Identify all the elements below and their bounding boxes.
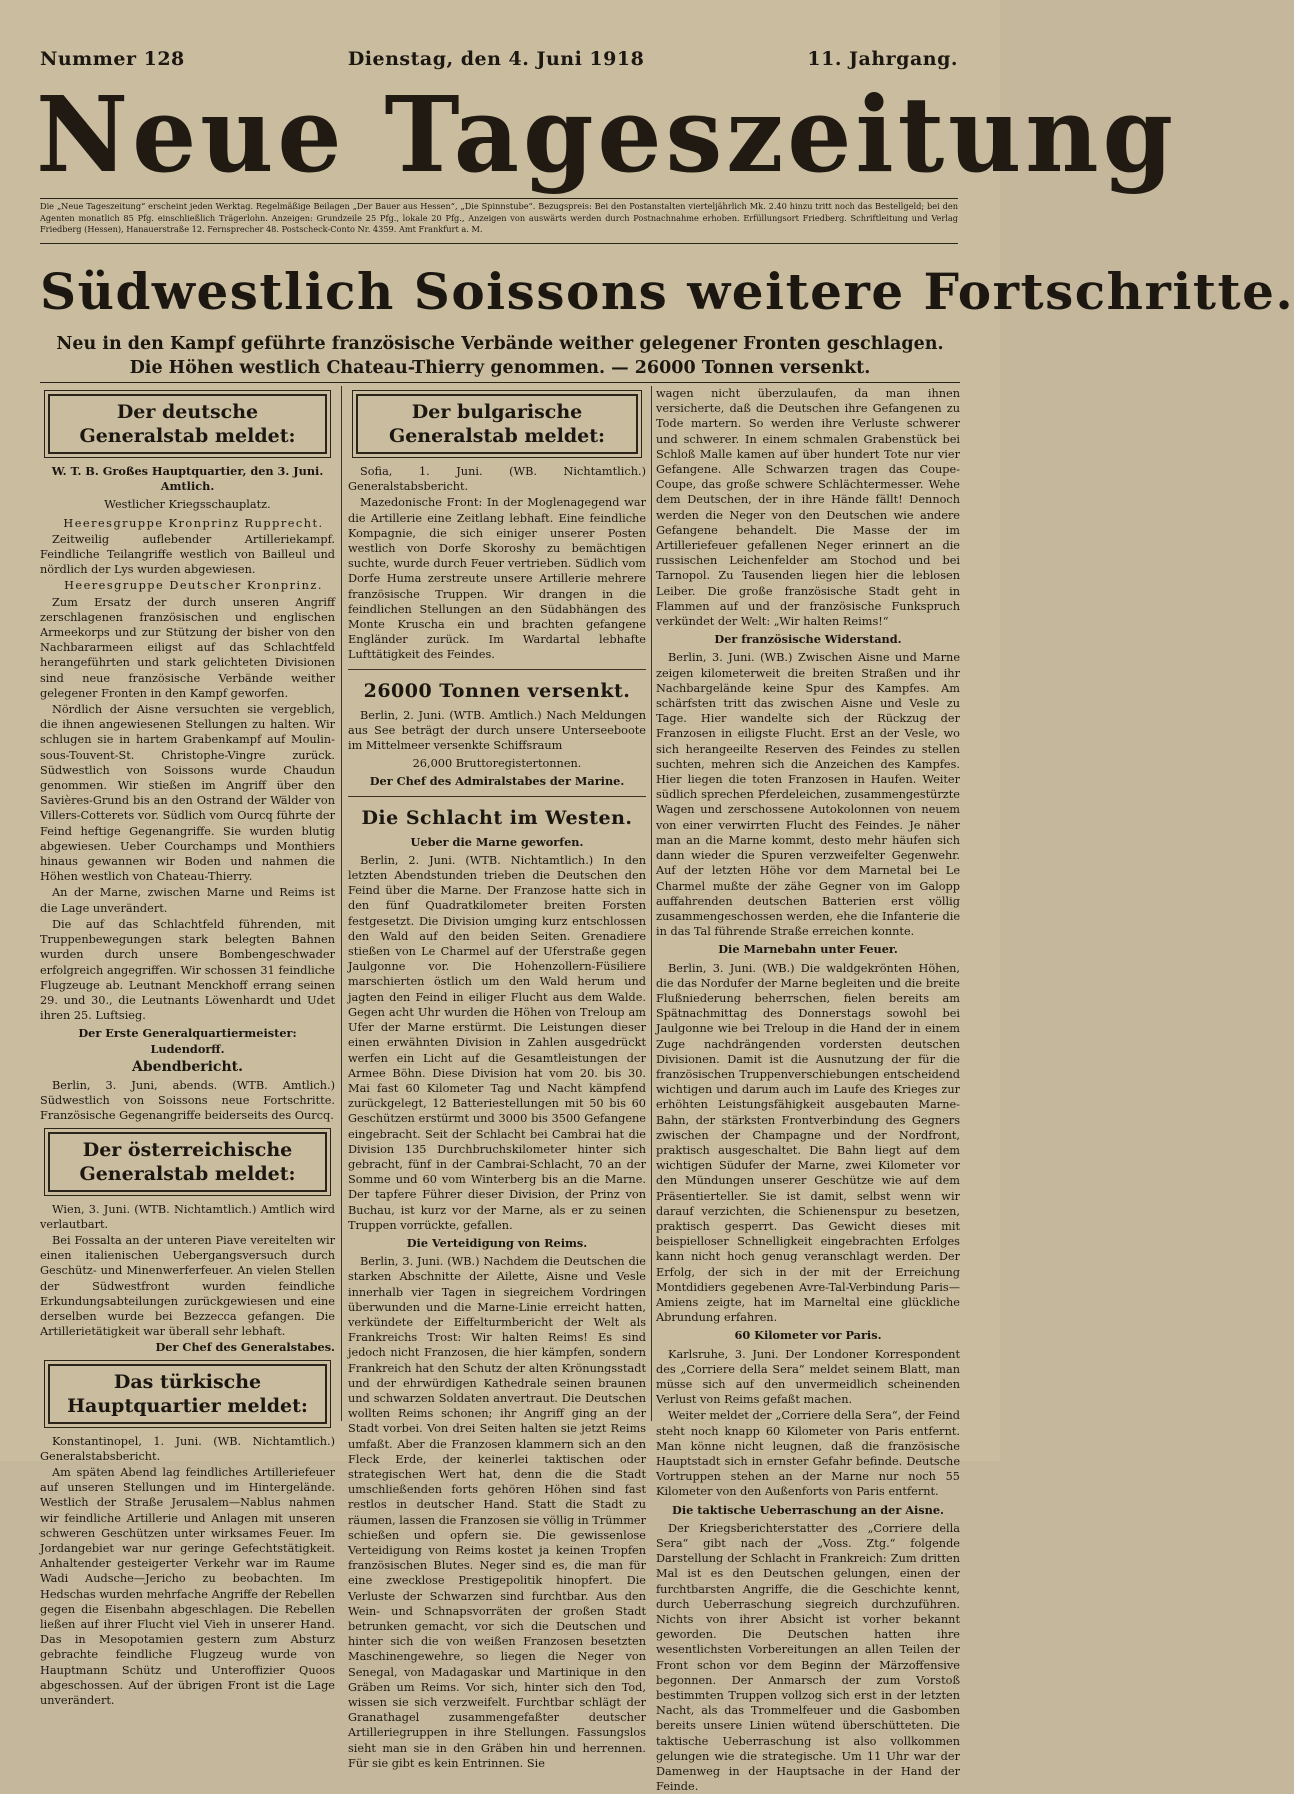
german-staff-box: Der deutsche Generalstab meldet: <box>48 394 327 454</box>
article-paragraph: Die auf das Schlachtfeld führenden, mit Truppenbewegungen stark belegten Bahnen wurden durch unsere Bombengeschwader erfolgreich angegriffen. Wir schossen 31 feindliche Flugzeuge ab. Leutnant Menckhoff errang seinen 29. und 30., die Leutnants Löwenhardt und Udet ihren 25. Luftsieg. <box>40 917 335 1023</box>
article-paragraph: Berlin, 2. Juni. (WTB. Amtlich.) Nach Meldungen aus See beträgt der durch unsere Unterseeboote im Mittelmeer versenkte Schiffsraum <box>348 708 646 753</box>
signature: Der Erste Generalquartiermeister: Ludendorff. <box>78 1026 297 1056</box>
turkish-hq-box: Das türkische Hauptquartier meldet: <box>48 1364 327 1424</box>
divider <box>348 669 646 670</box>
article-paragraph: Zum Ersatz der durch unseren Angriff zerschlagenen französischen und englischen Armeekorps und zur Stützung der bisher von den Nachbararmeen eiligst auf das Schlachtfeld herangeführten und stark gelichteten Divisionen sind neue französische Verbände weither gelegener Fronten in den Kampf geworfen. <box>40 595 335 700</box>
sub-headline <box>40 332 960 380</box>
sub-heading: Der französische Widerstand. <box>714 632 902 647</box>
article-paragraph: Mazedonische Front: In der Moglenagegend war die Artillerie eine Zeitlang lebhaft. Eine feindliche Kompagnie, die sich einiger unserer Posten westlich von Dorfe Skoroshy zu bemächtigen suchte, wurde durch Feuer vertrieben. Südlich vom Dorfe Huma zerstreute unsere Artillerie mehrere französische Truppen. Wir drangen in die feindlichen Stellungen an den Südabhängen des Monte Kruscha ein und brachten gefangene Engländer zurück. Im Wardartal lebhafte Lufttätigkeit des Feindes. <box>348 496 646 662</box>
column-divider <box>341 386 342 1421</box>
article-paragraph: An der Marne, zwischen Marne und Reims ist die Lage unverändert. <box>40 886 335 915</box>
article-paragraph: Nördlich der Aisne versuchten sie vergeblich, die ihnen angewiesenen Stellungen zu halten. Wir schlugen sie in hartem Grabenkampf auf Moulin-sous-Touvent-St. Christophe-Vingre zurück. Südwestlich von Soissons wurde Chaudun genommen. Wir stießen im Angriff über den Savières-Grund bis an den Ostrand der Wälder von Villers-Cotterets vor. Südlich vom Ourcq führte der Feind heftige Gegenangriffe. Sie wurden blutig abgewiesen. Ueber Courchamps und Monthiers hinaus gewannen wir Boden und nahmen die Höhen westlich von Chateau-Thierry. <box>40 703 335 884</box>
column-3 <box>656 386 960 1794</box>
article-paragraph: Berlin, 2. Juni. (WTB. Nichtamtlich.) In den letzten Abendstunden trieben die Deutschen den Feind über die Marne. Der Franzose hatte sich in den fünf Quadratkilometer breiten Forsten festgesetzt. Die Division umging kurz entschlossen den Wald auf den beiden Seiten. Grenadiere stießen von Le Charmel auf der Uferstraße gegen Jaulgonne vor. Die Hohenzollern-Füsiliere marschierten östlich um den Wald herum und jagten den Feind in eiliger Flucht aus dem Walde. Gegen acht Uhr wurden die Höhen von Treloup am Ufer der Marne erstürmt. Die Leistungen dieser einen erwähnten Division in Zahlen ausgedrückt werfen ein Licht auf die Gesamtleistungen der Armee Böhn. Diese Division hat vom 20. bis 30. Mai fast 60 Kilometer Tag und Nacht kämpfend zurückgelegt, 12 Batteriestellungen mit 50 bis 60 Geschützen erstürmt und 3000 bis 3500 Gefangene eingebracht. Seit der Schlacht bei Cambrai hat die Division 135 Durchbruchskilometer hinter sich gebracht, fünf in der Cambrai-Schlacht, 70 an der Somme und 60 vom Winterberg bis an die Marne. Der tapfere Führer dieser Division, der Prinz von Buchau, ist kurz vor der Marne, als er zu seinen Truppen vorrückte, gefallen. <box>348 853 646 1232</box>
publication-info: Die „Neue Tageszeitung“ erscheint jeden Werktag. Regelmäßige Beilagen „Der Bauer aus Hessen“, „Die Spinnstube“. Bezugspreis: Bei den Postanstalten vierteljährlich Mk. 2.40 hinzu tritt noch das Bestellgeld; bei den Agenten monatlich 85 Pfg. einschließlich Trägerlohn. Anzeigen: Grundzeile 25 Pfg., lokale 20 Pfg., Anzeigen von auswärts werden durch Postnachnahme erhoben. Erfüllungsort Friedberg. Schriftleitung und Verlag Friedberg (Hessen), Hanauerstraße 12. Fernsprecher 48. Postscheck-Conto Nr. 4359. Amt Frankfurt a. M. <box>40 198 958 244</box>
article-paragraph: Am späten Abend lag feindliches Artilleriefeuer auf unseren Stellungen und im Hintergelände. Westlich der Straße Jerusalem—Nablus nahmen wir feindliche Artillerie und Anlagen mit unseren schweren Geschützen unter wirksames Feuer. Im Jordangebiet war nur geringe Gefechtstätigkeit. Anhaltender gesteigerter Verkehr war im Raume Wadi Audsche—Jericho zu beobachten. Im Hedschas wurden mehrfache Angriffe der Rebellen gegen die Eisenbahn abgeschlagen. Die Rebellen ließen auf ihrer Flucht viel Vieh in unserer Hand. Das in Mesopotamien gestern zum Absturz gebrachte feindliche Flugzeug wurde von Hauptmann Schütz und Unteroffizier Quoos abgeschossen. Auf der übrigen Front ist die Lage unverändert. <box>40 1465 335 1708</box>
evening-report-heading: Abendbericht. <box>132 1058 243 1075</box>
article-paragraph: Der Kriegsberichterstatter des „Corriere della Sera“ gibt nach der „Voss. Ztg.“ folgende Darstellung der Schlacht in Frankreich: Zum dritten Mal ist es den Deutschen gelungen, einen der furchtbarsten Angriffe, die die Geschichte kennt, durch Ueberraschung siegreich durchzuführen. Nichts von ihrer Absicht ist vorher bekannt geworden. Die Deutschen hatten ihre wesentlichsten Vorbereitungen an allen Teilen der Front schon vor dem Beginn der Märzoffensive begonnen. Der Anmarsch der zum Vorstoß bestimmten Truppen vollzog sich erst in der letzten Nacht, als das Trommelfeuer und die Gasbomben bereits unsere Linien wütend überschütteten. Die taktische Ueberraschung ist also vollkommen gelungen wie die strategische. Um 11 Uhr war der Damenweg in der Hauptsache in der Hand der Feinde. <box>656 1521 960 1794</box>
sub-headline-line-2: Die Höhen westlich Chateau-Thierry genommen. — 26000 Tonnen versenkt. <box>129 358 871 378</box>
army-group-heading: Heeresgruppe Deutscher Kronprinz. <box>64 579 323 593</box>
signature: Der Chef des Generalstabes. <box>155 1340 335 1355</box>
masthead-title: Neue Tageszeitung <box>36 73 1177 196</box>
issue-date: Dienstag, den 4. Juni 1918 <box>347 48 645 70</box>
column-1 <box>40 386 335 1708</box>
battle-west-headline: Die Schlacht im Westen. <box>361 806 633 829</box>
article-paragraph: Sofia, 1. Juni. (WB. Nichtamtlich.) Generalstabsbericht. <box>348 465 646 494</box>
article-paragraph: Berlin, 3. Juni. (WB.) Zwischen Aisne und Marne zeigen kilometerweit die breiten Straßen und ihr Nachbargelände keine Spur des Kampfes. Am schärfsten tritt das zwischen Aisne und Vesle zu Tage. Hier wandelte sich der Rückzug der Franzosen in eiligste Flucht. Erst an der Vesle, wo sich herangeeilte Reserven des Feindes zu stellen suchten, mehren sich die Anzeichen des Kampfes. Hier liegen die toten Franzosen in Haufen. Weiter südlich sprechen Pferdeleichen, zusammengestürzte Wagen und zerschossene Autokolonnen von neuem von einer verwirrten Flucht des Feindes. Je näher man an die Marne kommt, desto mehr häufen sich dann wieder die Spuren verzweifelter Gegenwehr. Auf der letzten Höhe vor dem Marnetal bei Le Charmel mußte der zähe Gegner von im Galopp auffahrenden deutschen Batterien erst völlig zusammengeschossen werden, ehe die Infanterie die in das Tal führende Straße erreichen konnte. <box>656 651 960 939</box>
column-2 <box>348 386 646 1770</box>
dispatch-line: W. T. B. Großes Hauptquartier, den 3. Juni. Amtlich. <box>51 464 324 494</box>
article-paragraph: Wien, 3. Juni. (WTB. Nichtamtlich.) Amtlich wird verlautbart. <box>40 1202 335 1231</box>
headline-rule <box>40 382 960 383</box>
column-divider <box>651 386 652 1421</box>
article-paragraph: Berlin, 3. Juni. (WB.) Nachdem die Deutschen die starken Abschnitte der Ailette, Aisne und Vesle innerhalb vier Tagen in siegreichem Vordringen überwunden und die Marne-Linie erreicht hatten, verkündete der Eiffelturmbericht der Welt als Frankreichs Trost: Wir halten Reims! Es sind jedoch nicht Franzosen, die hier kämpfen, sondern Frankreich hat den Schutz der alten Krönungsstadt und der ehrwürdigen Kathedrale seinen braunen und schwarzen Soldaten anvertraut. Die Deutschen wollten Reims schonen; ihr Angriff ging an der Stadt vorbei. Von drei Seiten halten sie jetzt Reims umfaßt. Aber die Franzosen klammern sich an den Fleck Erde, der keinerlei taktischen oder strategischen Wert hat, denn die die Stadt umschließenden forts gehören Höhen sind fast restlos in deutscher Hand. Statt die Stadt zu räumen, lassen die Franzosen sie völlig in Trümmer schießen und opfern sie. Die gewissenlose Verteidigung von Reims kostet ja keinen Tropfen französischen Blutes. Neger sind es, die man für eine zwecklose Prestigepolitik hinopfert. Die Verluste der Schwarzen sind furchtbar. Aus den Wein- und Schnapsvorräten der großen Stadt betrunken gemacht, vor sich die Deutschen und hinter sich die von weißen Franzosen besetzten Maschinengewehre, so liegen die Neger von Senegal, von Madagaskar und Martinique in den Gräben um Reims. Vor sich, hinter sich den Tod, wissen sie sich verzweifelt. Furchtbar schlägt der Granathagel zusammengefaßter deutscher Artilleriegruppen in ihre Stellungen. Fassungslos sieht man sie in den Gräben hin und herrennen. Für sie gibt es kein Entrinnen. Sie <box>348 1255 646 1770</box>
divider <box>348 796 646 797</box>
army-group-heading: Heeresgruppe Kronprinz Rupprecht. <box>63 516 324 530</box>
article-paragraph: Bei Fossalta an der unteren Piave vereitelten wir einen italienischen Uebergangsversuch durch Geschütz- und Minenwerferfeuer. An vielen Stellen der Südwestfront wurden feindliche Erkundungsabteilungen zurückgewiesen und eine derselben wurde bei Bezzecca gefangen. Die Artillerietätigkeit war überall sehr lebhaft. <box>40 1233 335 1339</box>
tonnage-figure: 26,000 Bruttoregistertonnen. <box>412 757 582 771</box>
sub-heading: 60 Kilometer vor Paris. <box>734 1328 882 1343</box>
main-headline: Südwestlich Soissons weitere Fortschritte. <box>40 262 1294 321</box>
section-label: Westlicher Kriegsschauplatz. <box>104 498 271 512</box>
dateline <box>40 48 958 72</box>
article-paragraph: Berlin, 3. Juni. (WB.) Die waldgekrönten Höhen, die das Nordufer der Marne begleiten und die breite Flußniederung beherrschen, fielen bereits am Spätnachmittag des Donnerstags sowohl bei Jaulgonne wie bei Treloup in die Hand der in einem Zuge nachdrängenden vordersten deutschen Divisionen. Damit ist die Ausnutzung der für die französischen Truppenverschiebungen entscheidend wichtigen und darum auch im Laufe des Krieges zur erhöhten Leistungsfähigkeit ausgebauten Marne-Bahn, der stärksten Frontverbindung des Gegners zwischen der Champagne und der Nordfront, praktisch ausgeschaltet. Die Bahn liegt auf dem wichtigen Südufer der Marne, zwei Kilometer vor den Mündungen unserer Geschütze wie auf dem Präsentierteller. Sie ist damit, selbst wenn wir darauf verzichten, die Schienenspur zu besetzen, praktisch gesperrt. Das Gewicht dieses mit beispielloser Schnelligkeit eingebrachten Erfolges kann nicht hoch genug veranschlagt werden. Der Erfolg, der sich in der mit der Erreichung Montdidiers gegebenen Avre-Tal-Verbindung Paris—Amiens zeigte, hat im Marneltal eine glückliche Abrundung erfahren. <box>656 961 960 1325</box>
article-paragraph: Konstantinopel, 1. Juni. (WB. Nichtamtlich.) Generalstabsbericht. <box>40 1434 335 1463</box>
article-paragraph: wagen nicht überzulaufen, da man ihnen versicherte, daß die Deutschen ihre Gefangenen zu Tode martern. So werden ihre Verluste schwerer und schwerer. In einem schmalen Grabenstück bei Schloß Malle kamen auf über hundert Tote nur vier Gefangene. Alle Schwarzen tragen das Coupe-Coupe, das große schwere Schlächtermesser. Wehe dem Deutschen, der in ihre Hände fällt! Dennoch werden die Neger von den Deutschen wie andere Gefangene behandelt. Die Masse der im Artilleriefeuer gefallenen Neger erinnert an die russischen Leichenfelder am Stochod und bei Tarnopol. Zu Tausenden liegen hier die leblosen Leiber. Die große französische Stadt geht in Flammen auf und der französische Funkspruch verkündet der Welt: „Wir halten Reims!“ <box>656 387 960 629</box>
signature: Der Chef des Admiralstabes der Marine. <box>369 774 625 789</box>
austrian-staff-box: Der österreichische Generalstab meldet: <box>48 1132 327 1192</box>
sub-headline-line-1: Neu in den Kampf geführte französische Verbände weither gelegener Fronten geschlagen. <box>56 334 944 354</box>
article-paragraph: Berlin, 3. Juni, abends. (WTB. Amtlich.) Südwestlich von Soissons neue Fortschritte. Französische Gegenangriffe beiderseits des Ourcq. <box>40 1078 335 1123</box>
sub-heading: Die taktische Ueberraschung an der Aisne. <box>672 1502 944 1517</box>
bulgarian-staff-box: Der bulgarische Generalstab meldet: <box>356 394 638 454</box>
sub-heading: Die Verteidigung von Reims. <box>406 1235 588 1250</box>
sub-heading: Ueber die Marne geworfen. <box>410 834 584 849</box>
volume-year: 11. Jahrgang. <box>807 48 958 70</box>
sub-heading: Die Marnebahn unter Feuer. <box>718 942 898 957</box>
tonnage-headline: 26000 Tonnen versenkt. <box>363 679 631 702</box>
article-paragraph: Karlsruhe, 3. Juni. Der Londoner Korrespondent des „Corriere della Sera“ meldet seinem Blatt, man müsse sich auf den unvermeidlich scheinenden Verlust von Reims gefaßt machen. <box>656 1347 960 1407</box>
article-paragraph: Zeitweilig auflebender Artilleriekampf. Feindliche Teilangriffe westlich von Bailleul und nördlich der Lys wurden abgewiesen. <box>40 532 335 577</box>
issue-number: Nummer 128 <box>40 48 185 70</box>
article-paragraph: Weiter meldet der „Corriere della Sera“, der Feind steht noch knapp 60 Kilometer von Paris entfernt. Man könne nicht leugnen, daß die französische Hauptstadt sich in ernster Gefahr befinde. Deutsche Vortruppen stehen an der Marne nur noch 55 Kilometer von den Außenforts von Paris entfernt. <box>656 1409 960 1499</box>
